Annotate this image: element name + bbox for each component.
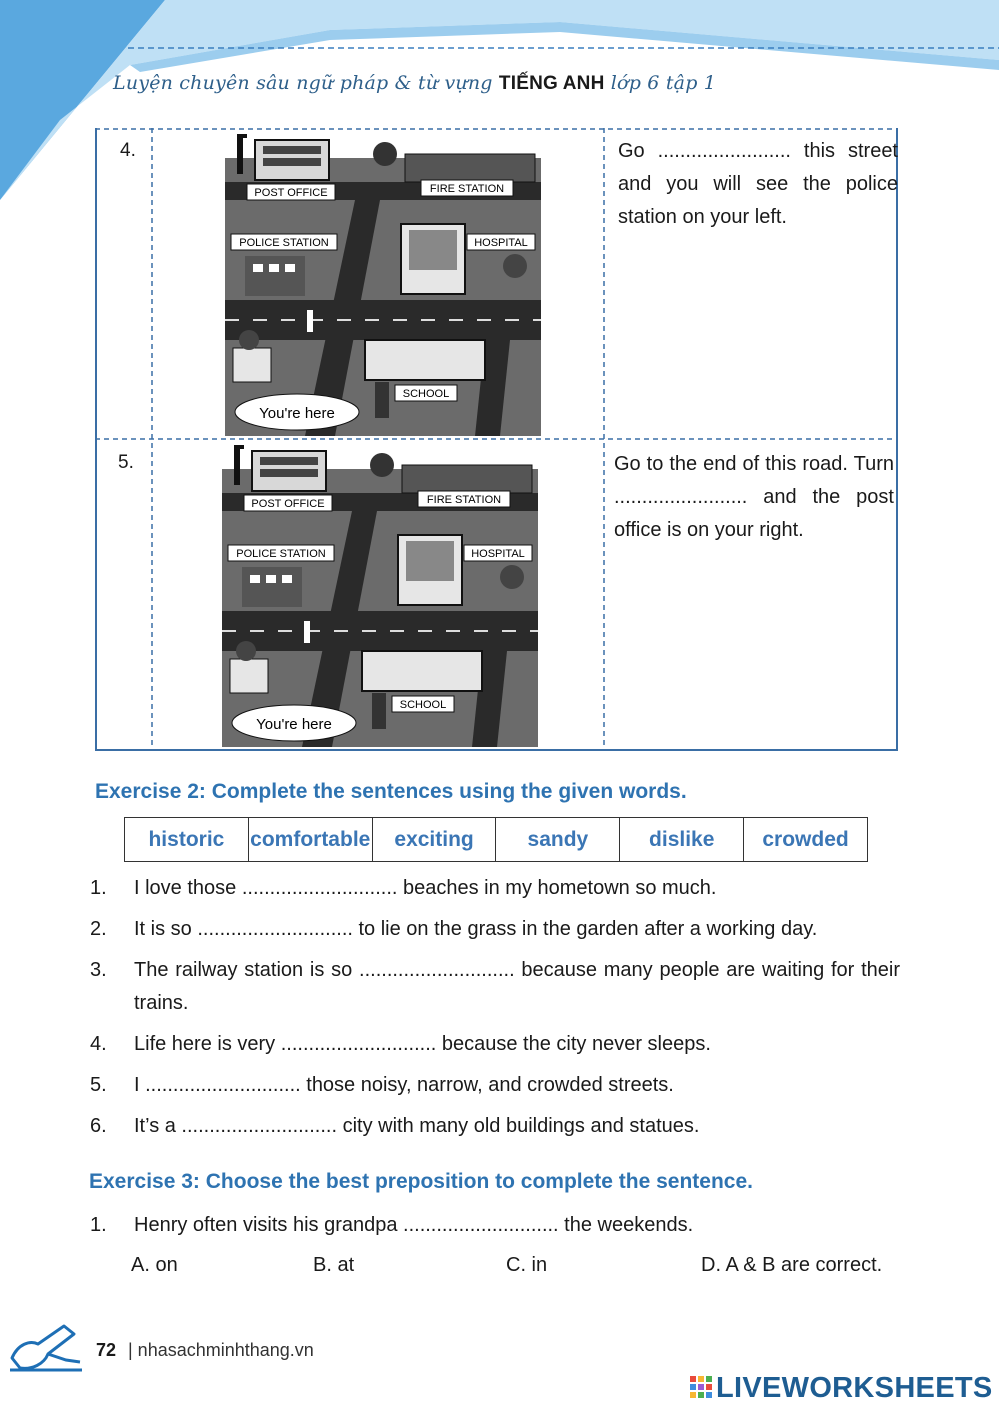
word-bank-item: historic [125,818,249,861]
question-number: 1. [90,1214,107,1236]
word-bank-item: crowded [762,827,849,851]
word-bank-item: exciting [373,818,497,861]
post-office-label: POST OFFICE [251,498,325,510]
option-b: B. at [313,1254,355,1276]
liveworksheets-logo-icon [690,1376,712,1400]
page-number: 72 [96,1340,117,1360]
question-number: 2. [90,918,107,940]
option-c: C. in [506,1254,548,1276]
option-d: D. A & B are correct. [701,1254,883,1276]
fire-station-label: FIRE STATION [429,183,505,195]
question-text: It is so ............................ to lie on the grass in the garden after a working day. [134,918,818,940]
question-text: It’s a ............................ city with many old buildings and statues. [134,1115,700,1137]
city-map-2 [222,445,538,747]
question-number: 4. [90,1033,107,1055]
question-text: I ............................ those noisy, narrow, and crowded streets. [134,1074,674,1096]
school-label: SCHOOL [402,388,450,400]
question-number: 6. [90,1115,107,1137]
question-number: 5. [90,1074,107,1096]
question-text: I love those ............................ beaches in my hometown so much. [134,877,717,899]
fire-station-label: FIRE STATION [426,494,502,506]
post-office-label: POST OFFICE [254,187,328,199]
word-bank [124,817,868,862]
option-a: A. on [131,1254,178,1276]
writing-hand-icon [8,1318,84,1374]
exercise1-row4-number: 4. [120,140,136,161]
footer-website: | nhasachminhthang.vn [128,1340,314,1360]
school-label: SCHOOL [399,699,447,711]
you-are-here-label: You're here [256,716,332,733]
you-are-here-label: You're here [259,405,335,422]
police-station-label: POLICE STATION [239,237,329,249]
book-title [113,72,716,95]
city-map-1 [225,134,541,436]
question-text: The railway station is so ............................ because many people are waiting for their trains. [134,959,900,1014]
police-station-label: POLICE STATION [236,548,326,560]
series-title: Luyện chuyên sâu ngữ pháp & từ vựng [113,72,493,94]
word-bank-item: sandy [496,818,620,861]
grade-label: lớp 6 tập 1 [610,72,717,94]
hospital-label: HOSPITAL [474,237,528,249]
liveworksheets-logo-text: LIVEWORKSHEETS [716,1372,993,1404]
question-number: 3. [90,959,107,981]
exercise1-row5-text: Go to the end of this road. Turn ........................ and the post office is on your right. [614,453,894,541]
exercise3-title: Exercise 3: Choose the best preposition to complete the sentence. [89,1170,754,1193]
question-number: 1. [90,877,107,899]
word-bank-item: comfortable [249,818,373,861]
question-text: Life here is very ............................ because the city never sleeps. [134,1033,711,1055]
exercise2-title: Exercise 2: Complete the sentences using the given words. [95,780,687,803]
word-bank-item: dislike [620,818,744,861]
question-text: Henry often visits his grandpa ............................ the weekends. [134,1214,694,1236]
exercise1-row5-number: 5. [118,452,134,473]
subject-title: TIẾNG ANH [498,73,605,94]
hospital-label: HOSPITAL [471,548,525,560]
exercise1-row4-text: Go ........................ this street and you will see the police station on your left. [618,140,898,228]
